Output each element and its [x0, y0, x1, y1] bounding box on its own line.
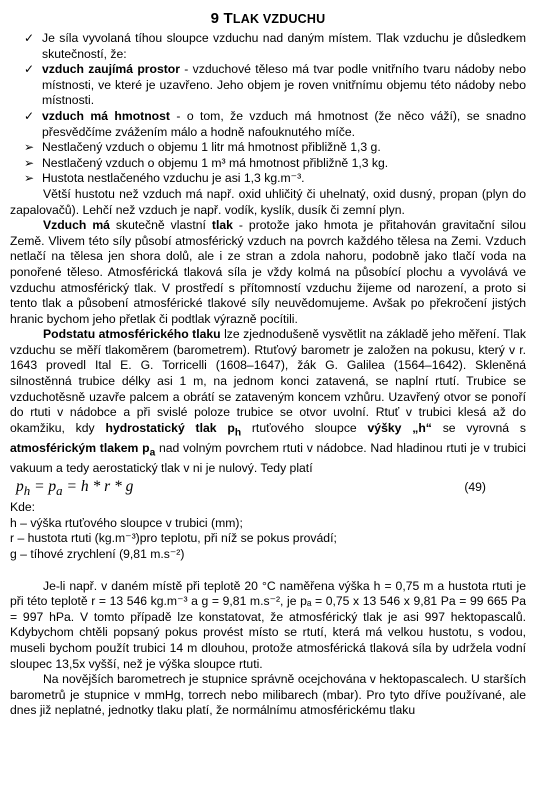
- paragraph: Větší hustotu než vzduch má např. oxid uhličitý či uhelnatý, oxid dusný, propan (plyn do zapalovačů). Lehčí než vzduch je např. vodík, kyslík, dusík či zemní plyn.: [10, 186, 526, 217]
- bullet-text: Nestlačený vzduch o objemu 1 m³ má hmotnost přibližně 1,3 kg.: [42, 155, 389, 170]
- paragraph: Vzduch má skutečně vlastní tlak - protože jako hmota je přitahován gravitační silou Země. Vlivem této síly působí atmosférický vzduch na povrch každého tělesa na Zemi. Vzduch netlačí na tělesa jen shora dolů, ale i ze stran a zdola nahoru, podobně jako tlačí voda na ponořené těleso. Atmosférická tlaková síla je vždy kolmá na působící plochu a vyvolává ve vzduchu atmosférický tlak. V prostředí s přítomností vzduchu žijeme od narození, a proto si tento tlak a působení atmosférické tlakové síly neuvědomujeme. Avšak po překročení jistých hranic bychom jeho přetlak či podtlak výrazně pocítili.: [10, 218, 526, 326]
- page-title: 9 TLAK VZDUCHU: [210, 10, 326, 27]
- formula-number: (49): [464, 479, 486, 494]
- definition-item: h – výška rtuťového sloupce v trubici (mm);: [10, 515, 243, 530]
- list-item: [10, 62, 526, 109]
- bullet-text: Je síla vyvolaná tíhou sloupce vzduchu nad daným místem. Tlak vzduchu je důsledkem skutečností, že:: [42, 31, 526, 61]
- formula-row: [10, 479, 526, 499]
- paragraph: Je-li např. v daném místě při teplotě 20 °C naměřena výška h = 0,75 m a hustota rtuti je při této teplotě r = 13 546 kg.m⁻³ a g = 9,81 m.s⁻², je pₐ = 0,75 x 13 546 x 9,81 Pa = 99 665 Pa = 997 hPa. V tomto případě lze konstatovat, že atmosférický tlak je asi 997 hektopascalů. Kdybychom chtěli popsaný pokus provést místo se rtutí, která má velkou hustotu, s vodou, museli bychom použít trubici 14 m dlouhou, protože atmosférická tlaková síla by udržela vodní sloupec 13,5x vyšší, než je výška sloupce rtuti.: [10, 578, 526, 671]
- paragraph: Podstatu atmosférického tlaku lze zjednodušeně vysvětlit na základě jeho měření. Tlak vzduchu se měří tlakoměrem (barometrem). Rtuťový barometr je založen na pokusu, který v r. 1643 provedl Ital E. G. Torricelli (1608–1647), žák G. Galilea (1564–1642). Skleněná silnostěnná trubice délky asi 1 m, na jednom konci zatavená, se naplní rtutí. Trubice se vzduchotěsně uzavře palcem a obrátí se zataveným koncem vzhůru. Uzavřený otvor se ponoří do rtuti v nádobce a při svislé poloze trubice se otvor uvolní. Rtuť v trubici klesá až do okamžiku, kdy hydrostatický tlak $p_h$ rtuťového sloupce výšky „h“ se vyrovná s atmosférickým tlakem $p_a$ nad volným povrchem rtuti v nádobce. Nad hladinou rtuti je v trubici vakuum a tedy aerostatický tlak v ni je nulový. Tedy platí: [10, 327, 526, 475]
- list-item: [10, 140, 526, 156]
- list-item: [10, 31, 526, 62]
- bullet-text: Hustota nestlačeného vzduchu je asi 1,3 kg.m⁻³.: [42, 171, 305, 186]
- bullet-text: Nestlačený vzduch o objemu 1 litr má hmotnost přibližně 1,3 g.: [42, 140, 381, 155]
- checkmark-icon: ✓: [24, 108, 35, 123]
- list-item: [10, 109, 526, 140]
- definition-item: r – hustota rtuti (kg.m⁻³)pro teplotu, při níž se pokus provádí;: [10, 531, 337, 546]
- arrow-bullet-icon: ➢: [24, 155, 35, 170]
- bullet-text: vzduch zaujímá prostor - vzduchové těleso má tvar podle vnitřního tvaru nádoby nebo místnosti, ve které je uzavřeno. Jeho objem je roven vnitřnímu objemu této nádoby nebo místnosti.: [42, 62, 526, 108]
- arrow-bullet-icon: ➢: [24, 140, 35, 155]
- list-item: [10, 156, 526, 172]
- definition-item: g – tíhové zrychlení (9,81 m.s⁻²): [10, 546, 185, 561]
- list-item: [10, 171, 526, 187]
- bullet-text: vzduch má hmotnost - o tom, že vzduch má hmotnost (že něco váží), se snadno přesvědčíme zvážením málo a hodně nafouknutého míče.: [42, 108, 526, 139]
- kde-label: Kde:: [10, 500, 36, 515]
- checkmark-icon: ✓: [24, 62, 35, 77]
- arrow-bullet-icon: ➢: [24, 171, 35, 186]
- paragraph: Na novějších barometrech je stupnice správně ocejchována v hektopascalech. U starších barometrů je stupnice v mmHg, torrech nebo milibarech (mbar). Pro tyto dříve používané, ale dnes již neplatné, jednotky tlaku platí, že normálnímu atmosférickému tlaku: [10, 672, 526, 718]
- formula: $p_h = p_a = h * r * g$: [16, 477, 134, 498]
- checkmark-icon: ✓: [24, 31, 35, 45]
